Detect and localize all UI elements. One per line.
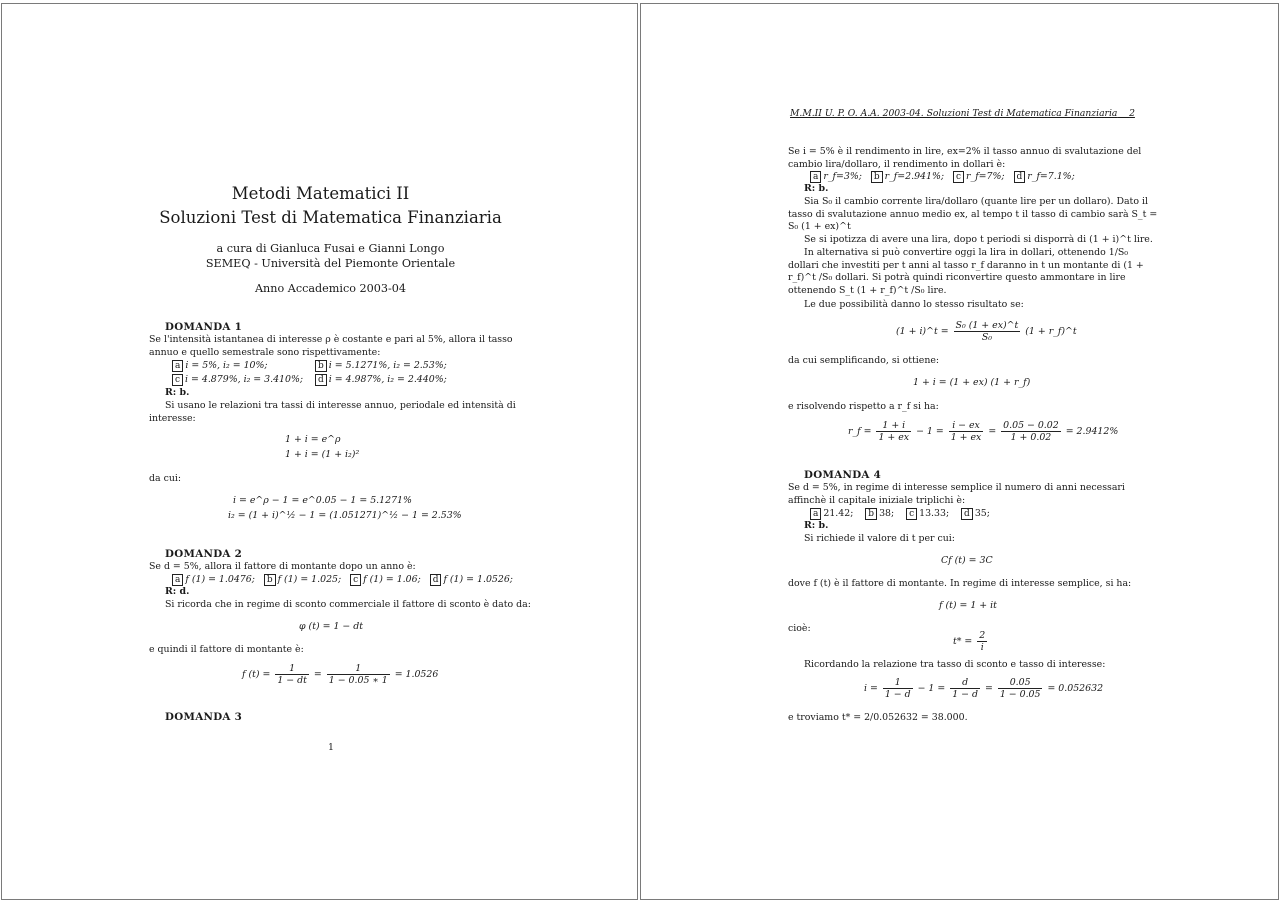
- paragraph-possibilita: Le due possibilità danno lo stesso risultato se:: [804, 299, 1024, 310]
- option-box-c: c: [906, 508, 917, 520]
- equation-rf: r_f = $\frac{1 + i}{1 + ex}$ − 1 = $\frac{i - ex}{1 + ex}$ = $\frac{0.05 - 0.02}{1 + 0.02}$ = 2.9412%: [848, 420, 1119, 443]
- q4-equation-3: t* = $\frac{2}{i}$: [953, 630, 986, 653]
- q2-e-quindi: e quindi il fattore di montante è:: [149, 644, 304, 655]
- option-box-c: c: [350, 574, 361, 586]
- question-4-heading: DOMANDA 4: [804, 469, 882, 481]
- exchange-options: a r_f=3%; b r_f=2.941%; c r_f=7%; d r_f=7.1%;: [810, 171, 1075, 184]
- q1-option-c: c i = 4.879%, i₂ = 3.410%;: [172, 374, 303, 387]
- q4-paragraph-1: Si richiede il valore di t per cui:: [804, 533, 955, 544]
- q1-answer: R: b.: [165, 387, 190, 398]
- option-box-a: a: [810, 508, 821, 520]
- q1-equation-4: i₂ = (1 + i)^½ − 1 = (1.051271)^½ − 1 = 2.53%: [228, 510, 462, 521]
- doc-authors: a cura di Gianluca Fusai e Gianni Longo: [216, 242, 445, 255]
- option-box-b: b: [871, 171, 883, 183]
- paragraph-semplificando: da cui semplificando, si ottiene:: [788, 355, 940, 366]
- equation-parity: (1 + i)^t = $\frac{\text{S₀ (1 + ex)\textasciicircum{}t}}{\text{S₀}}$ (1 + r_f)^t: [896, 320, 1077, 343]
- question-4-text: Se d = 5%, in regime di interesse semplice il numero di anni necessari affinchè il capitale iniziale triplichi è:: [788, 482, 1125, 506]
- q1-equation-1: 1 + i = e^ρ: [285, 434, 341, 445]
- q1-explanation: Si usano le relazioni tra tassi di interesse annuo, periodale ed intensità di interesse:: [149, 400, 516, 424]
- question-3-heading: DOMANDA 3: [165, 711, 243, 723]
- q1-equation-2: 1 + i = (1 + i₂)²: [285, 449, 360, 460]
- option-box-d: d: [430, 574, 442, 586]
- q2-options: a f (1) = 1.0476; b f (1) = 1.025; c f (1) = 1.06; d f (1) = 1.0526;: [172, 574, 513, 587]
- q4-paragraph-3: Ricordando la relazione tra tasso di sconto e tasso di interesse:: [804, 659, 1106, 670]
- q1-equation-3: i = e^ρ − 1 = e^0.05 − 1 = 5.1271%: [233, 495, 412, 506]
- q4-answer: R: b.: [804, 520, 829, 531]
- document-page-2: [640, 3, 1279, 900]
- q2-equation-1: φ (t) = 1 − dt: [299, 621, 363, 632]
- header-page-number: 2: [1129, 108, 1135, 119]
- option-box-c: c: [172, 374, 183, 386]
- question-2-text: Se d = 5%, allora il fattore di montante dopo un anno è:: [149, 561, 416, 572]
- q1-option-a: a i = 5%, i₂ = 10%;: [172, 360, 268, 373]
- q4-final: e troviamo t* = 2/0.052632 = 38.000.: [788, 712, 968, 723]
- question-1-heading: DOMANDA 1: [165, 321, 243, 333]
- q4-options: a 21.42; b 38; c 13.33; d 35;: [810, 508, 990, 521]
- doc-title-line1: Metodi Matematici II: [231, 184, 410, 203]
- paragraph-ipotesi: Se si ipotizza di avere una lira, dopo t periodi si disporrà di (1 + i)^t lire.: [804, 234, 1153, 245]
- doc-academic-year: Anno Accademico 2003-04: [254, 282, 407, 295]
- intro-paragraph: Se i = 5% è il rendimento in lire, ex=2% il tasso annuo di svalutazione del cambio lira/dollaro, il rendimento in dollari è:: [788, 146, 1142, 170]
- q2-explanation: Si ricorda che in regime di sconto commerciale il fattore di sconto è dato da:: [165, 599, 531, 610]
- document-page-1: [1, 3, 638, 900]
- doc-affiliation: SEMEQ - Università del Piemonte Orientale: [205, 257, 456, 270]
- q1-option-d: d i = 4.987%, i₂ = 2.440%;: [315, 374, 447, 387]
- paragraph-alternativa: In alternativa si può convertire oggi la lira in dollari, ottenendo 1/S₀ dollari che investiti per t anni al tasso r_f daranno in t un montante di (1 + r_f)^t /S₀ dollari. Si potrà quindi riconvertire questo ammontare in lire ottenendo S_t (1 + r_f)^t /S₀ lire.: [788, 247, 1144, 296]
- equation-simplified: 1 + i = (1 + ex) (1 + r_f): [913, 377, 1031, 388]
- option-box-d: d: [315, 374, 327, 386]
- q4-cioe: cioè:: [788, 623, 811, 634]
- question-2-heading: DOMANDA 2: [165, 548, 243, 560]
- exchange-answer: R: b.: [804, 183, 829, 194]
- option-box-b: b: [264, 574, 276, 586]
- q2-answer: R: d.: [165, 586, 190, 597]
- question-1-text: Se l'intensità istantanea di interesse ρ è costante e pari al 5%, allora il tasso annuo e quello semestrale sono rispettivamente:: [149, 334, 513, 358]
- option-box-a: a: [172, 360, 183, 372]
- q4-equation-2: f (t) = 1 + it: [939, 600, 997, 611]
- q4-equation-1: Cf (t) = 3C: [941, 555, 993, 566]
- option-box-d: d: [961, 508, 973, 520]
- q1-da-cui: da cui:: [149, 473, 182, 484]
- q4-equation-4: i = $\frac{1}{1 - d}$ − 1 = $\frac{d}{1 - d}$ = $\frac{0.05}{1 - 0.05}$ = 0.052632: [864, 677, 1104, 700]
- option-box-b: b: [865, 508, 877, 520]
- q1-option-b: b i = 5.1271%, i₂ = 2.53%;: [315, 360, 447, 373]
- paragraph-sia: Sia S₀ il cambio corrente lira/dollaro (quante lire per un dollaro). Dato il tasso di svalutazione annuo medio ex, al tempo t il tasso di cambio sarà S_t = S₀ (1 + ex)^t: [788, 196, 1158, 233]
- option-box-a: a: [172, 574, 183, 586]
- q2-equation-2: f (t) = $\frac{1}{1 - dt}$ = $\frac{1}{1 - 0.05 ∗ 1}$ = 1.0526: [242, 663, 439, 686]
- option-box-c: c: [953, 171, 964, 183]
- running-header: M.M.II U. P. O. A.A. 2003-04. Soluzioni Test di Matematica Finanziaria 2: [790, 108, 1135, 119]
- q4-paragraph-2: dove f (t) è il fattore di montante. In regime di interesse semplice, si ha:: [788, 578, 1132, 589]
- option-box-b: b: [315, 360, 327, 372]
- paragraph-risolvendo: e risolvendo rispetto a r_f si ha:: [788, 401, 939, 412]
- doc-title-line2: Soluzioni Test di Matematica Finanziaria: [159, 208, 502, 227]
- page-number: 1: [328, 742, 334, 753]
- option-box-d: d: [1014, 171, 1026, 183]
- option-box-a: a: [810, 171, 821, 183]
